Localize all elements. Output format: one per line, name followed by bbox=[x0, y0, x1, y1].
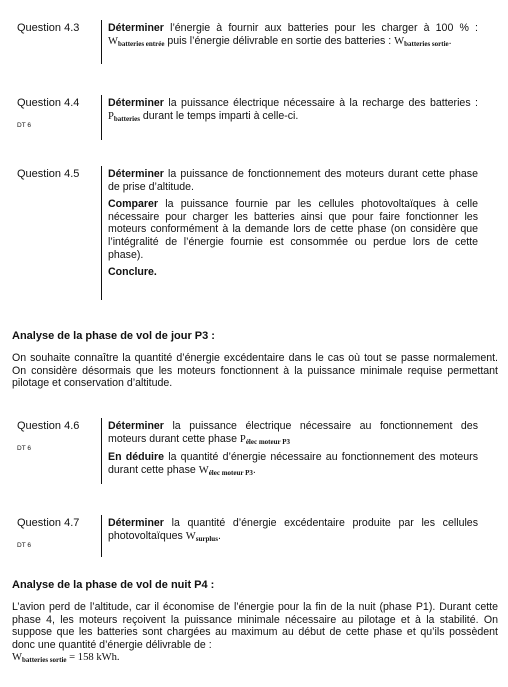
math-subscript: élec moteur P3 bbox=[208, 468, 253, 477]
question-paragraph bbox=[108, 22, 478, 48]
question-label: Question 4.3 bbox=[17, 22, 80, 34]
dt-reference: DT 6 bbox=[17, 542, 31, 549]
question-text: la puissance électrique nécessaire à la recharge des batteries : bbox=[163, 97, 478, 109]
question-text: la puissance de fonctionnement des moteurs durant cette phase de prise d’altitude. bbox=[108, 168, 478, 193]
math-symbol: W bbox=[394, 35, 405, 47]
question-body bbox=[108, 97, 478, 123]
math-subscript: batteries bbox=[113, 114, 140, 123]
instruction-verb: Déterminer bbox=[108, 517, 164, 529]
question-paragraph bbox=[108, 517, 478, 543]
math-symbol: W bbox=[108, 35, 118, 47]
section-paragraph: L’avion perd de l’altitude, car il économise de l’énergie pour la fin de la nuit (phase P1). Durant cette phase 4, les moteurs reçoivent la puissance minimale nécessaire au pilotage et à la stabilité. On suppose que les batteries sont chargées au maximum au début de cette phase et qu’ils possèdent donc une quantité d’énergie délivrable de : bbox=[12, 601, 498, 651]
instruction-verb: Déterminer bbox=[108, 168, 164, 180]
question-paragraph bbox=[108, 198, 478, 261]
question-text: . bbox=[252, 463, 256, 476]
math-symbol: P bbox=[239, 433, 246, 445]
math-subscript: batteries sortie bbox=[404, 39, 449, 48]
question-label: Question 4.6 bbox=[17, 420, 80, 432]
question-text: . bbox=[217, 529, 221, 542]
question-paragraph bbox=[108, 97, 478, 123]
question-text: l’énergie à fournir aux batteries pour les charger à 100 % : bbox=[163, 22, 478, 34]
formula-value: = 158 kWh. bbox=[66, 652, 120, 664]
question-text: . bbox=[448, 34, 452, 47]
question-paragraph bbox=[108, 266, 478, 279]
question-text: la quantité d’énergie excédentaire produite par les cellules photovoltaïques bbox=[108, 517, 478, 542]
section-text-p3: On souhaite connaître la quantité d’énergie excédentaire dans le cas où tout se passe normalement. On considère désormais que les moteurs fonctionnent à la puissance minimale requise permettant pilotage et conservation d’altitude. bbox=[12, 352, 498, 390]
math-symbol: W bbox=[12, 652, 22, 664]
question-text: la quantité d’énergie nécessaire au fonctionnement des moteurs durant cette phase bbox=[108, 451, 478, 476]
math-symbol: W bbox=[185, 530, 196, 542]
question-divider bbox=[101, 20, 102, 64]
question-paragraph bbox=[108, 168, 478, 193]
question-label: Question 4.7 bbox=[17, 517, 80, 529]
question-divider bbox=[101, 95, 102, 140]
question-divider bbox=[101, 515, 102, 557]
section-title-p3: Analyse de la phase de vol de jour P3 : bbox=[12, 330, 215, 342]
question-text: durant le temps imparti à celle-ci. bbox=[139, 109, 299, 122]
question-text: la puissance électrique nécessaire au fonctionnement des moteurs durant cette phase bbox=[108, 420, 478, 445]
instruction-verb: Déterminer bbox=[108, 22, 164, 34]
instruction-verb: Comparer bbox=[108, 198, 159, 211]
question-text: puis l’énergie délivrable en sortie des batteries : bbox=[164, 34, 395, 47]
question-divider bbox=[101, 418, 102, 484]
instruction-verb: Déterminer bbox=[108, 420, 164, 432]
math-symbol: P bbox=[108, 110, 114, 122]
question-divider bbox=[101, 166, 102, 300]
section-text-p4 bbox=[12, 601, 498, 665]
question-label: Question 4.4 bbox=[17, 97, 80, 109]
instruction-verb: Conclure. bbox=[108, 266, 157, 279]
question-label: Question 4.5 bbox=[17, 168, 80, 180]
question-body bbox=[108, 517, 478, 543]
section-title-p4: Analyse de la phase de vol de nuit P4 : bbox=[12, 579, 215, 591]
question-paragraph bbox=[108, 451, 478, 477]
instruction-verb: Déterminer bbox=[108, 97, 164, 109]
math-subscript: batteries entrée bbox=[118, 39, 165, 48]
question-body bbox=[108, 168, 478, 279]
math-subscript: surplus bbox=[195, 534, 218, 543]
instruction-verb: En déduire bbox=[108, 451, 165, 464]
math-symbol: W bbox=[198, 464, 209, 476]
math-subscript: élec moteur P3 bbox=[245, 437, 291, 446]
dt-reference: DT 6 bbox=[17, 122, 31, 129]
math-subscript: batteries sortie bbox=[22, 656, 67, 665]
question-body bbox=[108, 22, 478, 48]
question-text: la puissance fournie par les cellules photovoltaïques à celle nécessaire pour charger les batteries ainsi que pour faire fonctionner les moteurs conformément à la demande lors de cette phase (on considère que l’intégralité de l’énergie fournie est consommée ou perdue lors de cette phase). bbox=[108, 198, 478, 261]
question-body bbox=[108, 420, 478, 477]
question-paragraph bbox=[108, 420, 478, 446]
dt-reference: DT 6 bbox=[17, 445, 31, 452]
